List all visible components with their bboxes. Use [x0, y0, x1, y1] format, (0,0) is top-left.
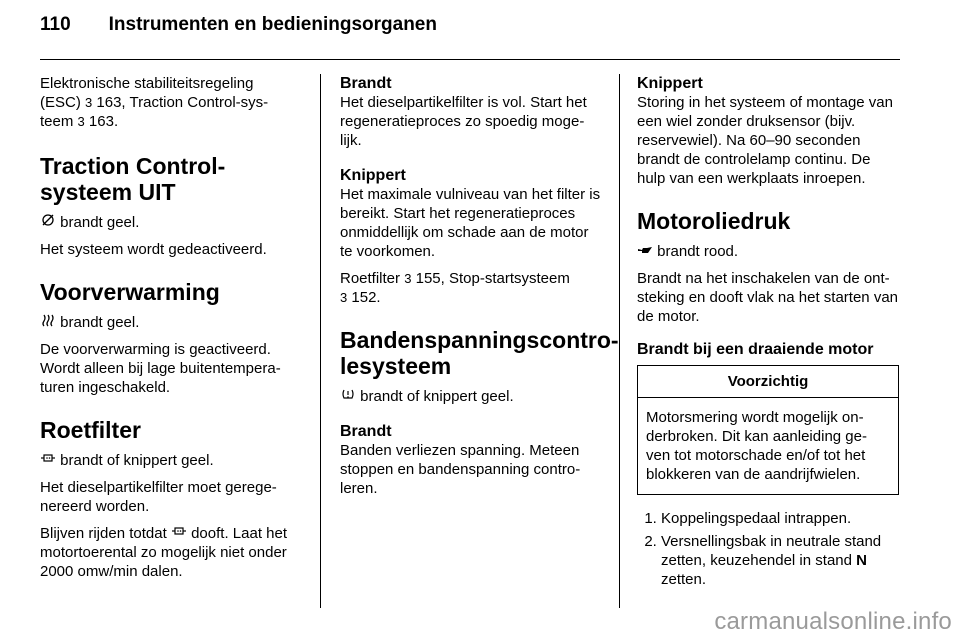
column-2 [340, 74, 619, 506]
diesel-particle-filter-icon [171, 524, 187, 543]
cross-reference-icon: 3 [85, 95, 93, 110]
dpf-status: brandt of knippert geel. [40, 451, 302, 470]
list-item: 1. Koppelingspedaal intrappen. [661, 509, 899, 528]
diesel-particle-filter-icon [40, 451, 56, 470]
oil-status: brandt rood. [637, 242, 899, 261]
column-divider-1 [320, 74, 321, 608]
cross-reference-icon: 3 [77, 114, 85, 129]
heading-oil-pressure: Motoroliedruk [637, 208, 791, 234]
tc-text: Het systeem wordt gedeactiveerd. [40, 241, 267, 258]
page-number: 110 [40, 14, 71, 35]
heading-traction-control: Traction Control-systeem UIT [40, 153, 226, 205]
cross-reference-icon: 3 [404, 271, 412, 286]
knippert-text: Het maximale vulniveau van het filter is bereikt. Start het regeneratieproces onmiddellijk om schade aan de motor te voorkomen. [340, 186, 601, 260]
list-item: 2. Versnellingsbak in neutrale stand zetten, keuzehendel in stand N zetten. [661, 532, 899, 589]
page-header [40, 14, 437, 44]
traction-control-off-icon [40, 213, 56, 232]
tpms-status: brandt of knippert geel. [340, 387, 602, 406]
cross-reference-icon: 3 [340, 290, 348, 305]
heading-knippert: Knippert [340, 167, 406, 184]
tc-status: brandt geel. [40, 213, 302, 232]
brandt-2-text: Banden verliezen spanning. Meteen stoppen en bandenspanning contro-leren. [340, 442, 581, 497]
heading-tpms: Bandenspanningscontro-lesysteem [340, 327, 619, 379]
references: Roetfilter 3 155, Stop-startsysteem 3 152. [340, 270, 570, 306]
caution-box [637, 365, 899, 495]
brandt-text: Het dieselpartikelfilter is vol. Start het regeneratieproces zo spoedig moge-lijk. [340, 94, 587, 149]
heading-dpf: Roetfilter [40, 417, 141, 443]
header-rule [40, 59, 900, 60]
dpf-text-2: Blijven rijden totdat dooft. Laat het motortoerental zo mogelijk niet onder 2000 omw/min dalen. [40, 525, 288, 580]
caution-title: Voorzichtig [638, 366, 898, 398]
intro-paragraph: Elektronische stabiliteitsregeling (ESC) 3 163, Traction Control-sys- teem 3 163. [40, 75, 269, 130]
watermark: carmanualsonline.info [714, 608, 952, 635]
knippert-2-text: Storing in het systeem of montage van een wiel zonder druksensor (bijv. reservewiel). Na 60–90 seconden brandt de controlelamp continu. De hulp van een werkplaats inroepen. [637, 94, 893, 187]
preheat-text: De voorverwarming is geactiveerd. Wordt alleen bij lage buitentempera-turen ingeschakeld. [40, 341, 281, 396]
tyre-pressure-icon [340, 387, 356, 406]
preheat-status: brandt geel. [40, 313, 302, 332]
heading-running-engine: Brandt bij een draaiende motor [637, 341, 874, 358]
caution-text: Motorsmering wordt mogelijk on-derbroken. Dit kan aanleiding ge-ven tot motorschade en/of tot het blokkeren van de aandrijfwielen. [646, 409, 867, 483]
glow-plug-icon [40, 313, 56, 332]
column-1 [40, 74, 302, 589]
oil-can-icon [637, 242, 653, 261]
column-divider-2 [619, 74, 620, 608]
column-3 [637, 74, 899, 593]
steps-list [637, 509, 899, 589]
oil-text: Brandt na het inschakelen van de ont-steking en dooft vlak na het starten van de motor. [637, 270, 898, 325]
heading-brandt-2: Brandt [340, 423, 392, 440]
dpf-text-1: Het dieselpartikelfilter moet gerege-nereerd worden. [40, 479, 277, 515]
running-title: Instrumenten en bedieningsorganen [108, 14, 437, 35]
heading-brandt: Brandt [340, 75, 392, 92]
heading-preheating: Voorverwarming [40, 279, 220, 305]
heading-knippert-2: Knippert [637, 75, 703, 92]
